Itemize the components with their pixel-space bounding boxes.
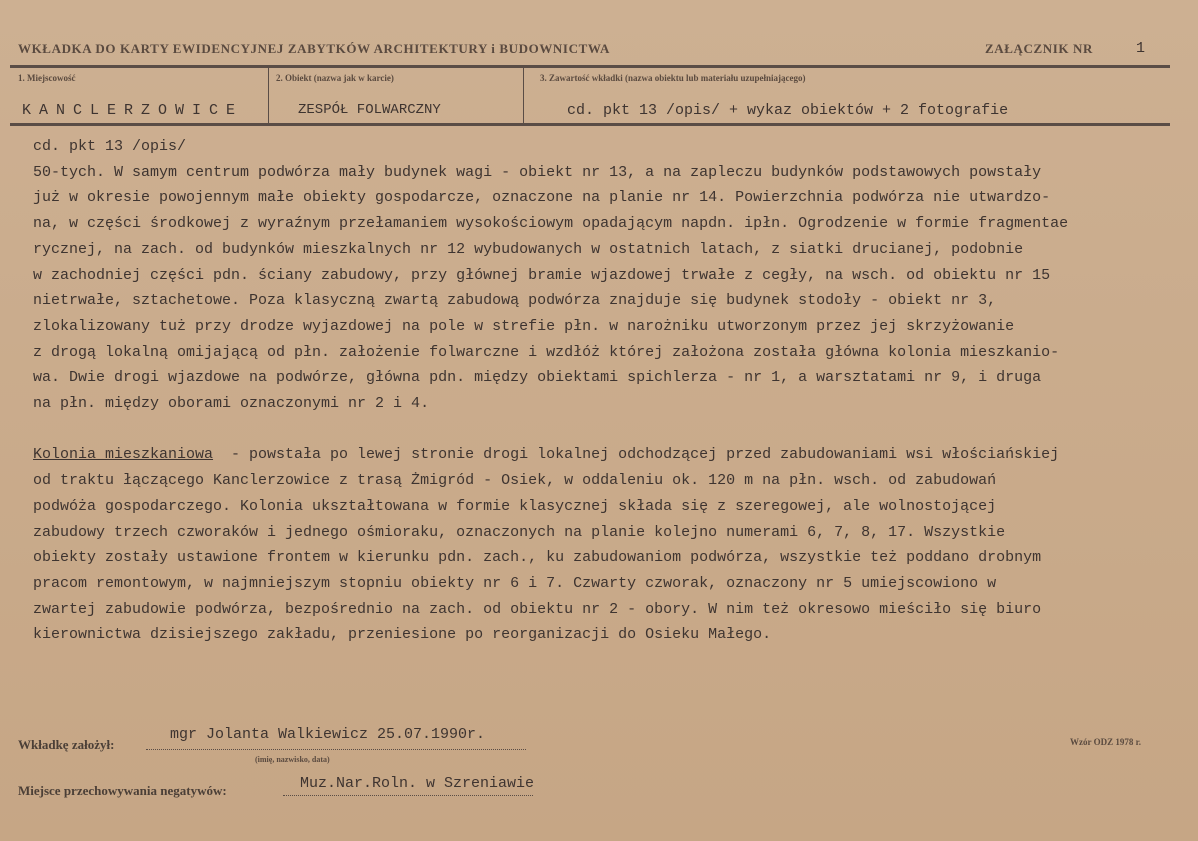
body-line: nietrwałe, sztachetowe. Poza klasyczną zwartą zabudową podwórza znajduje się budynek stodoły - obiekt nr 3, bbox=[33, 292, 997, 310]
body-line: rycznej, na zach. od budynków mieszkalnych nr 12 wybudowanych w ostatnich latach, z siatki drucianej, podobnie bbox=[33, 240, 1024, 258]
author-value: mgr Jolanta Walkiewicz 25.07.1990r. bbox=[170, 726, 486, 743]
author-hint: (imię, nazwisko, data) bbox=[255, 755, 330, 764]
header-bottom-rule bbox=[10, 123, 1170, 126]
body-line: podwóża gospodarczego. Kolonia ukształtowana w formie klasycznej składa się z szeregowej, ale wolnostojącej bbox=[33, 497, 997, 515]
body-line: zwartej zabudowie podwórza, bezpośrednio na zach. od obiektu nr 2 - obory. W nim też okresowo mieściło się biuro bbox=[33, 600, 1042, 618]
form-title: WKŁADKA DO KARTY EWIDENCYJNEJ ZABYTKÓW ARCHITEKTURY i BUDOWNICTWA bbox=[18, 41, 610, 56]
body-line: pracom remontowym, w najmniejszym stopniu obiekty nr 6 i 7. Czwarty czworak, oznaczony nr 5 umiejscowiono w bbox=[33, 574, 997, 592]
field-divider-1 bbox=[268, 67, 269, 125]
body-line: kierownictwa dzisiejszego zakładu, przeniesione po reorganizacji do Osieku Małego. bbox=[33, 626, 772, 644]
body-line: wa. Dwie drogi wjazdowe na podwórze, główna pdn. między obiektami spichlerza - nr 1, a warsztatami nr 9, i druga bbox=[33, 369, 1042, 387]
annex-number: 1 bbox=[1136, 40, 1146, 57]
body-line: w zachodniej części pdn. ściany zabudowy, przy głównej bramie wjazdowej trwałe z cegły, na wsch. od obiektu nr 15 bbox=[33, 266, 1051, 284]
colony-first-line bbox=[33, 442, 1193, 468]
colony-first-line-rest: - powstała po lewej stronie drogi lokalnej odchodzącej przed zabudowaniami wsi włościańskiej bbox=[213, 446, 1060, 464]
author-label: Wkładkę założył: bbox=[18, 737, 115, 752]
content-label: 3. Zawartość wkładki (nazwa obiektu lub materiału uzupełniającego) bbox=[540, 73, 806, 83]
field-divider-2 bbox=[523, 67, 524, 125]
content-value: cd. pkt 13 /opis/ + wykaz obiektów + 2 fotografie bbox=[567, 102, 1009, 119]
body-line: 50-tych. W samym centrum podwórza mały budynek wagi - obiekt nr 13, a na zapleczu budynków podstawowych powstały bbox=[33, 163, 1042, 181]
body-line: z drogą lokalną omijającą od płn. założenie folwarczne i wzdłóż której założona została główna kolonia mieszkanio- bbox=[33, 343, 1060, 361]
object-value: ZESPÓŁ FOLWARCZNY bbox=[298, 102, 441, 118]
description-text bbox=[33, 134, 1193, 648]
author-dotted-line bbox=[146, 749, 526, 750]
body-line: na płn. między oborami oznaczonymi nr 2 i 4. bbox=[33, 395, 430, 413]
body-line: cd. pkt 13 /opis/ bbox=[33, 138, 187, 155]
body-line: już w okresie powojennym małe obiekty gospodarcze, oznaczone na planie nr 14. Powierzchnia podwórza nie utwardzo- bbox=[33, 189, 1051, 207]
body-line: zabudowy trzech czworaków i jednego ośmioraku, oznaczonych na planie kolejno numerami 6, 7, 8, 17. Wszystkie bbox=[33, 523, 1006, 541]
body-line: od traktu łączącego Kanclerzowice z trasą Żmigród - Osiek, w oddaleniu ok. 120 m na płn. wsch. od zabudowań bbox=[33, 472, 997, 490]
body-line: obiekty zostały ustawione frontem w kierunku pdn. zach., ku zabudowaniom podwórza, wszystkie też poddano drobnym bbox=[33, 549, 1042, 567]
paragraph-gap bbox=[33, 417, 1193, 443]
annex-label: ZAŁĄCZNIK NR bbox=[985, 41, 1093, 56]
colony-heading: Kolonia mieszkaniowa bbox=[33, 446, 214, 464]
place-label: 1. Miejscowość bbox=[18, 73, 76, 83]
storage-dotted-line bbox=[283, 795, 533, 796]
storage-label: Miejsce przechowywania negatywów: bbox=[18, 783, 227, 798]
header-top-rule bbox=[10, 65, 1170, 68]
storage-value: Muz.Nar.Roln. w Szreniawie bbox=[300, 775, 535, 792]
object-label: 2. Obiekt (nazwa jak w karcie) bbox=[276, 73, 394, 83]
body-line: zlokalizowany tuż przy drodze wyjazdowej na pole w strefie płn. w narożniku utworzonym przez jej skrzyżowanie bbox=[33, 317, 1015, 335]
form-id: Wzór ODZ 1978 r. bbox=[1070, 737, 1141, 747]
place-value: KANCLERZOWICE bbox=[22, 102, 244, 119]
body-line: na, w części środkowej z wyraźnym przełamaniem wysokościowym opadającym napdn. ipłn. Ogrodzenie w formie fragmentae bbox=[33, 215, 1069, 233]
